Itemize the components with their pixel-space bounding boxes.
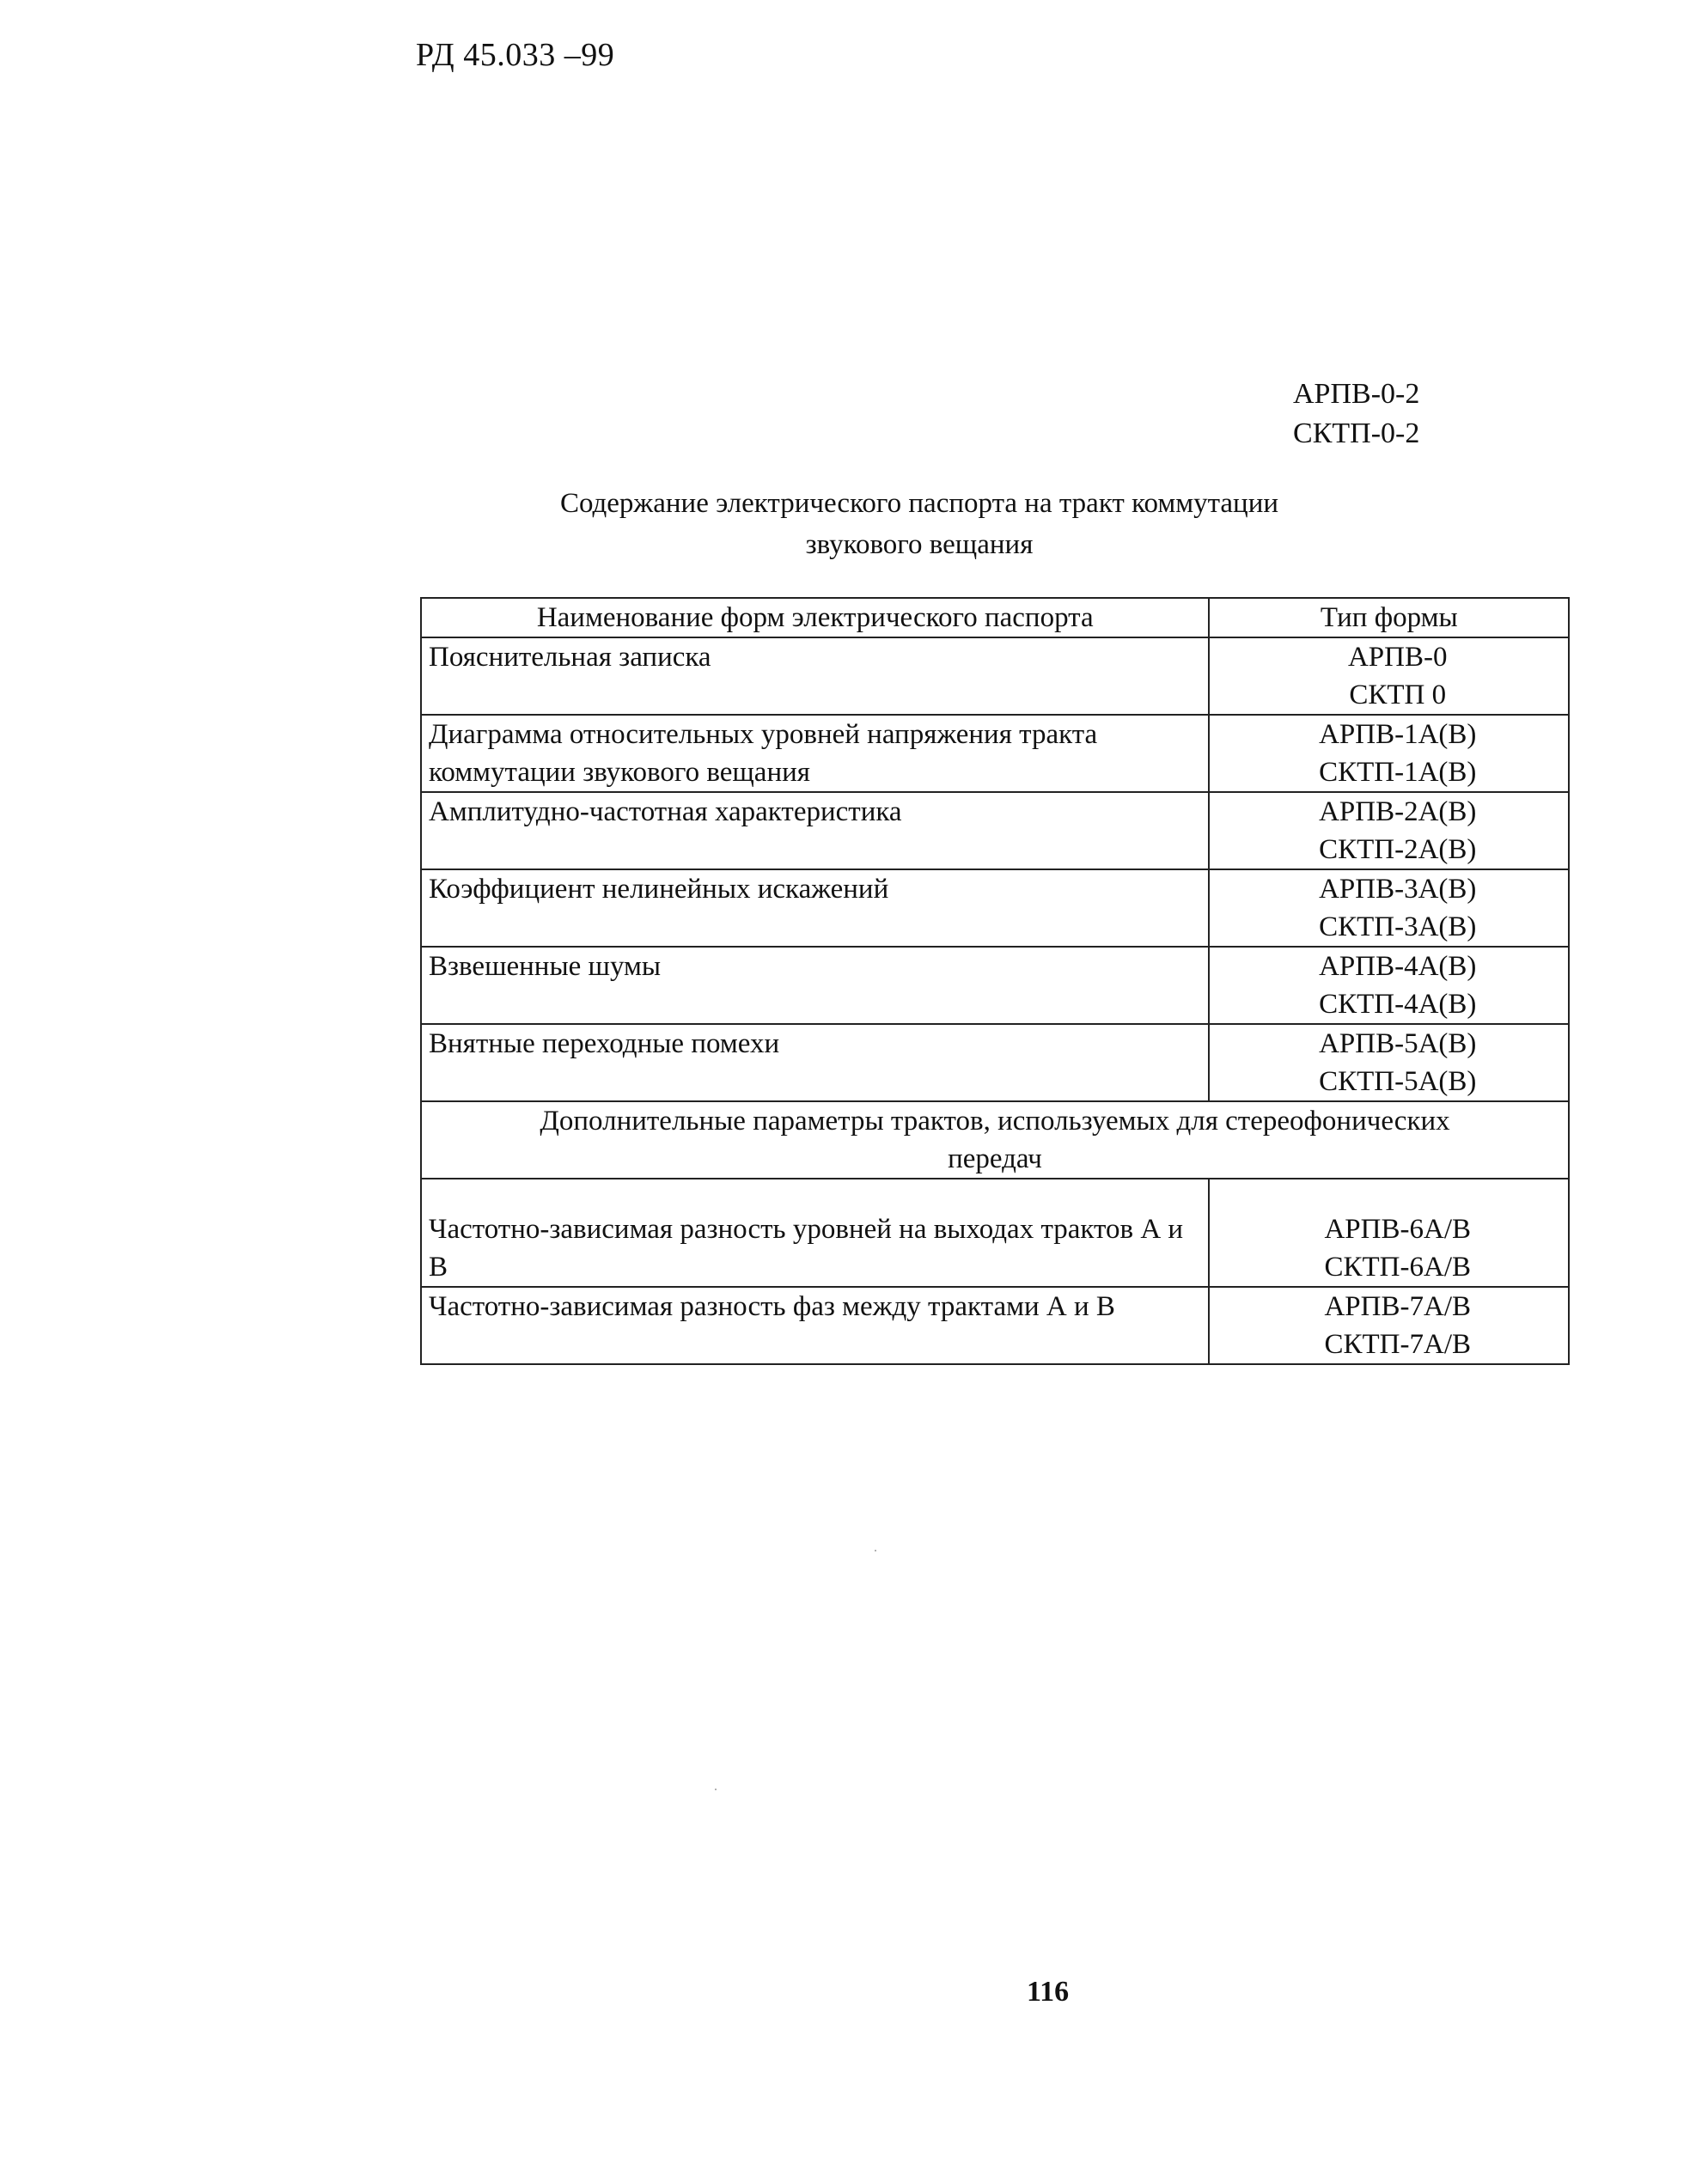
form-name: Диаграмма относительных уровней напряжения тракта коммутации звукового вещания [421, 715, 1209, 792]
form-type-arpv: АРПВ-3А(В) [1319, 874, 1477, 905]
document-code: РД 45.033 –99 [416, 37, 615, 73]
form-type-sktp: СКТП-4А(В) [1319, 989, 1477, 1020]
table-row [421, 947, 1569, 1024]
column-header-type: Тип формы [1209, 598, 1569, 637]
form-type-sktp: СКТП-2А(В) [1319, 834, 1477, 865]
section-title-line-1: Дополнительные параметры трактов, используемых для стереофонических [540, 1106, 1450, 1137]
form-name: Частотно-зависимая разность уровней на выходах трактов А и В [421, 1210, 1209, 1287]
table-row [421, 637, 1569, 715]
scan-speck [875, 1550, 876, 1551]
form-type [1209, 637, 1569, 715]
spacer-row [421, 1179, 1569, 1210]
scan-speck [715, 1789, 717, 1790]
title-line-1: Содержание электрического паспорта на тракт коммутации [559, 488, 1279, 519]
document-title [533, 483, 1306, 565]
form-type-arpv: АРПВ-0 [1347, 642, 1448, 673]
page-number: 116 [1027, 1976, 1070, 2008]
section-title-line-2: передач [948, 1143, 1042, 1174]
column-header-name: Наименование форм электрического паспорта [421, 598, 1209, 637]
form-type [1209, 947, 1569, 1024]
form-type [1209, 792, 1569, 869]
form-name: Частотно-зависимая разность фаз между трактами А и В [421, 1287, 1209, 1364]
spacer-cell [421, 1179, 1209, 1210]
form-type-arpv: АРПВ-1А(В) [1319, 719, 1477, 750]
table-row [421, 792, 1569, 869]
form-type [1209, 1210, 1569, 1287]
form-type-sktp: СКТП-1А(В) [1319, 757, 1477, 788]
form-type-sktp: СКТП-6А/В [1324, 1252, 1471, 1283]
passport-forms-table [420, 597, 1570, 1365]
table-row [421, 1210, 1569, 1287]
form-name: Взвешенные шумы [421, 947, 1209, 1024]
form-code-block [1293, 375, 1419, 454]
title-line-2: звукового вещания [805, 529, 1034, 560]
form-type [1209, 1287, 1569, 1364]
form-type [1209, 715, 1569, 792]
form-type-arpv: АРПВ-5А(В) [1319, 1028, 1477, 1059]
form-type-arpv: АРПВ-4А(В) [1319, 951, 1477, 982]
form-type [1209, 869, 1569, 947]
form-type-arpv: АРПВ-2А(В) [1319, 796, 1477, 827]
form-name: Пояснительная записка [421, 637, 1209, 715]
form-type-arpv: АРПВ-6А/В [1324, 1214, 1471, 1245]
form-type-sktp: СКТП-5А(В) [1319, 1066, 1477, 1097]
form-code-sktp: СКТП-0-2 [1293, 418, 1420, 449]
table-row [421, 1287, 1569, 1364]
stereo-section-title [421, 1101, 1569, 1179]
form-name: Коэффициент нелинейных искажений [421, 869, 1209, 947]
form-type-sktp: СКТП 0 [1349, 680, 1447, 710]
section-row [421, 1101, 1569, 1179]
form-code-arpv: АРПВ-0-2 [1293, 378, 1420, 410]
table-row [421, 1024, 1569, 1101]
table-header-row [421, 598, 1569, 637]
form-type-sktp: СКТП-7А/В [1324, 1329, 1471, 1360]
form-name: Амплитудно-частотная характеристика [421, 792, 1209, 869]
table-row [421, 869, 1569, 947]
table-row [421, 715, 1569, 792]
form-type-sktp: СКТП-3А(В) [1319, 911, 1477, 942]
spacer-cell [1209, 1179, 1569, 1210]
form-type-arpv: АРПВ-7А/В [1324, 1291, 1471, 1322]
form-type [1209, 1024, 1569, 1101]
form-name: Внятные переходные помехи [421, 1024, 1209, 1101]
